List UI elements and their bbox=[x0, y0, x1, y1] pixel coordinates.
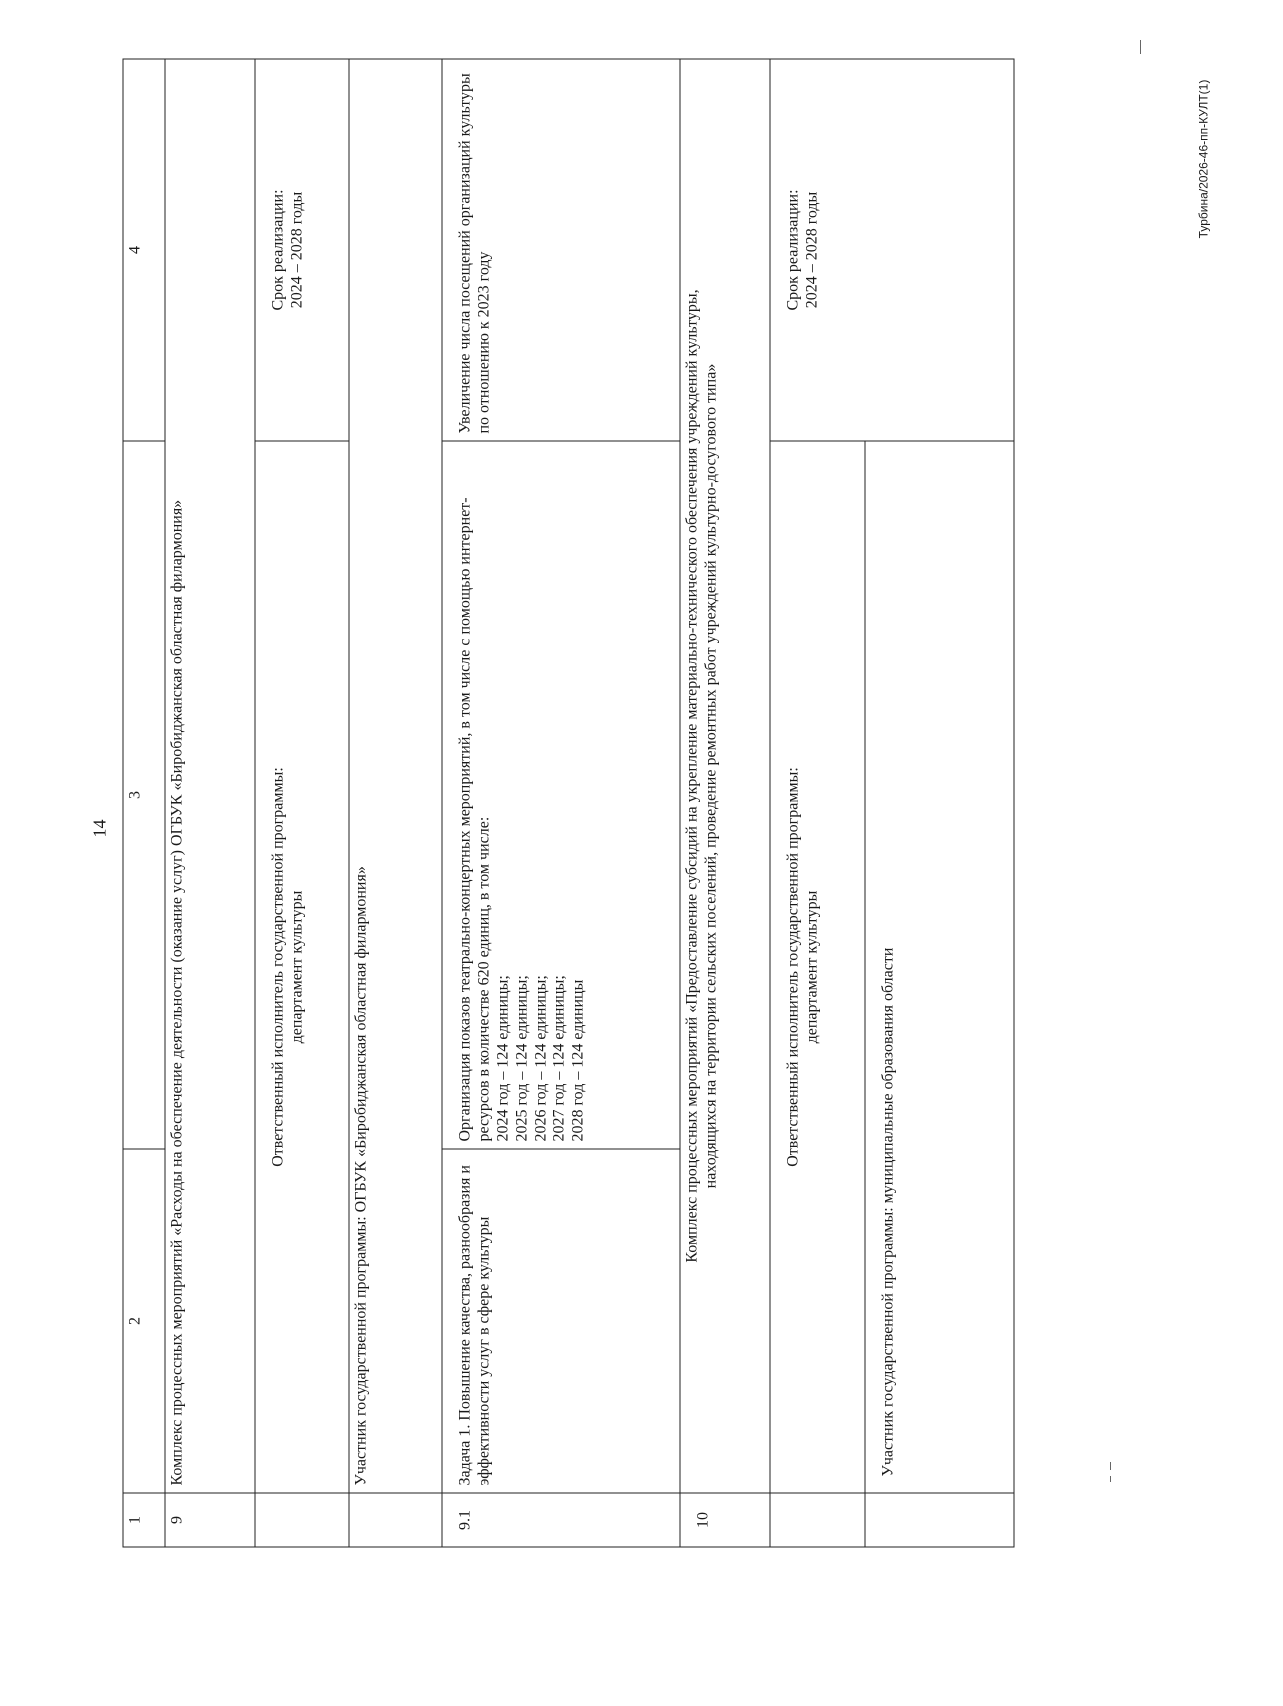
scan-mark bbox=[1140, 40, 1141, 54]
activity-year-line: 2024 год – 124 единицы; bbox=[494, 975, 512, 1142]
page-number: 14 bbox=[89, 819, 110, 838]
section-9-participant: Участник государственной программы: ОГБУК «Биробиджанская областная филармония» bbox=[349, 59, 442, 1493]
responsible-value: департамент культуры bbox=[803, 890, 821, 1044]
term-label: Срок реализации: bbox=[784, 189, 802, 311]
row-9-1-task: Задача 1. Повышение качества, разнообразия и эффективности услуг в сфере культуры bbox=[442, 1149, 680, 1493]
term-label: Срок реализации: bbox=[269, 189, 287, 311]
activity-year-line: 2028 год – 124 единицы bbox=[569, 979, 587, 1142]
header-col-3: 3 bbox=[123, 441, 165, 1149]
row-9-1 bbox=[442, 59, 680, 1547]
header-col-4: 4 bbox=[123, 59, 165, 441]
section-9-term bbox=[255, 59, 349, 441]
responsible-value: департамент культуры bbox=[288, 890, 306, 1044]
section-10-number: 10 bbox=[680, 1493, 770, 1547]
section-10-title bbox=[680, 59, 770, 1493]
section-9-participant-row bbox=[349, 59, 442, 1547]
header-col-1: 1 bbox=[123, 1493, 165, 1547]
section-9-responsible-row bbox=[255, 59, 349, 1547]
term-value: 2024 – 2028 годы bbox=[288, 191, 306, 309]
section-10-responsible-row bbox=[770, 59, 865, 1547]
activity-year-line: 2026 год – 124 единицы; bbox=[532, 975, 549, 1142]
activity-year-line: 2025 год – 124 единицы; bbox=[513, 975, 531, 1142]
section-10-participant: Участник государственной программы: муниципальные образования области bbox=[865, 441, 1014, 1493]
row-9-1-activity bbox=[442, 441, 680, 1149]
header-row bbox=[123, 59, 165, 1547]
section-9-number: 9 bbox=[165, 1493, 255, 1547]
header-col-2: 2 bbox=[123, 1149, 165, 1493]
section-10-title-row bbox=[680, 59, 770, 1547]
section-9-responsible bbox=[255, 441, 349, 1493]
section-9-title: Комплекс процессных мероприятий «Расходы на обеспечение деятельности (оказание услуг) ОГБУК «Биробиджанская областная филармония» bbox=[165, 59, 255, 1493]
scan-mark bbox=[1110, 1462, 1111, 1470]
row-9-1-number: 9.1 bbox=[442, 1493, 680, 1547]
responsible-label: Ответственный исполнитель государственной программы: bbox=[269, 767, 287, 1167]
section-10-term bbox=[770, 59, 1014, 441]
section-10-title-line: Комплекс процессных мероприятий «Предоставление субсидий на укрепление материально-технического обеспечения учреждений культуры, bbox=[683, 289, 701, 1263]
document-code: Турбина/2026-46-пп-КУЛТ(1) bbox=[1196, 79, 1211, 239]
term-value: 2024 – 2028 годы bbox=[803, 191, 821, 309]
activity-description: Организация показов театрально-концертных мероприятий, в том числе с помощью интернет-ресурсов в количестве 620 единиц, в том числе: bbox=[456, 497, 493, 1142]
program-table bbox=[123, 59, 1015, 1548]
activity-year-line: 2027 год – 124 единицы; bbox=[550, 975, 568, 1142]
section-9-title-row bbox=[165, 59, 255, 1547]
section-10-responsible bbox=[770, 441, 865, 1493]
responsible-label: Ответственный исполнитель государственной программы: bbox=[784, 767, 802, 1167]
row-9-1-result: Увеличение числа посещений организаций культуры по отношению к 2023 году bbox=[442, 59, 680, 441]
scan-mark bbox=[1110, 1476, 1111, 1482]
rotated-table-wrapper bbox=[123, 60, 1014, 1548]
section-10-title-line: находящихся на территории сельских поселений, проведение ремонтных работ учреждений культурно-досугового типа» bbox=[702, 363, 720, 1189]
